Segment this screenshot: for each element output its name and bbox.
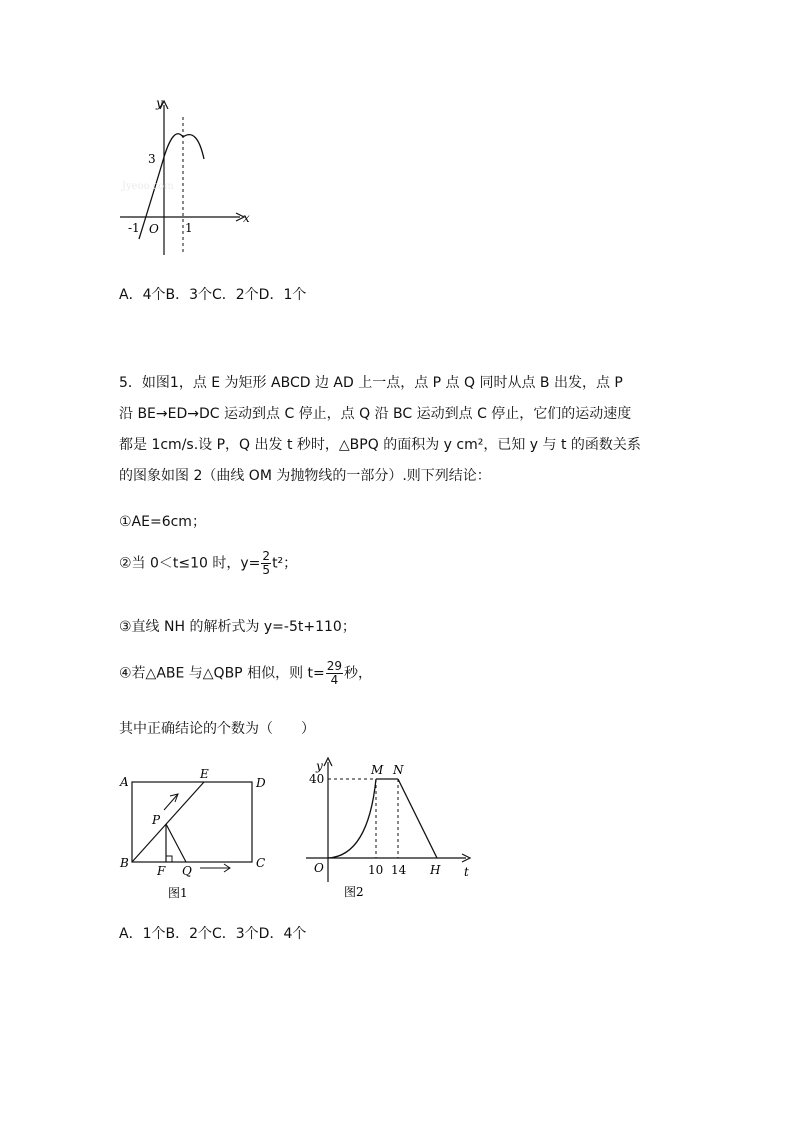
fraction-denominator: 5 <box>262 563 271 577</box>
figure-1-caption: 图1 <box>168 886 188 900</box>
q5-stem-line3: 都是 1cm/s.设 P，Q 出发 t 秒时，△BPQ 的面积为 y cm²，已知 y 与 t 的函数关系 <box>119 437 641 453</box>
label-d: D <box>256 776 266 790</box>
x-axis-label: x <box>243 211 250 225</box>
fraction-29-4 <box>326 660 343 687</box>
x-tick-1: 1 <box>185 221 193 235</box>
label-e: E <box>200 767 209 781</box>
rectangle-abcd <box>132 782 252 862</box>
y-axis-label: y <box>156 96 163 110</box>
x-tick-neg1: -1 <box>128 221 140 235</box>
label-p: P <box>152 813 161 827</box>
q5-stem-line1: 5．如图1，点 E 为矩形 ABCD 边 AD 上一点，点 P 点 Q 同时从点 B 出发，点 P <box>119 375 623 391</box>
statement-1: ①AE=6cm； <box>119 514 206 530</box>
figure-1 <box>112 762 277 902</box>
fraction-2-5 <box>261 550 271 577</box>
q5-stem-line4: 的图象如图 2（曲线 OM 为抛物线的一部分）.则下列结论： <box>119 468 491 484</box>
figure-2 <box>300 752 480 902</box>
fraction-numerator: 29 <box>326 659 343 673</box>
figure-2-caption: 图2 <box>344 885 364 899</box>
q5-options: A．1个B．2个C．3个D．4个 <box>119 926 307 942</box>
y-axis-label: y <box>316 759 323 773</box>
parabolic-segment-om <box>328 779 376 858</box>
t-axis-label: t <box>464 865 469 879</box>
segment-be <box>132 782 204 862</box>
origin-label: O <box>314 861 324 875</box>
segment-nh <box>398 779 437 858</box>
q5-ask: 其中正确结论的个数为（ ） <box>119 721 315 737</box>
fraction-denominator: 4 <box>330 673 339 687</box>
statement-4 <box>119 660 372 687</box>
label-c: C <box>256 856 266 870</box>
statement-4-post: 秒， <box>344 665 373 682</box>
parabola-graph <box>112 95 262 260</box>
statement-2 <box>119 550 297 577</box>
label-b: B <box>120 856 129 870</box>
label-m: M <box>371 763 384 777</box>
origin-label: O <box>149 222 159 236</box>
motion-arrow-p-shaft <box>164 794 178 810</box>
t-tick-14: 14 <box>391 863 407 877</box>
q4-options: A．4个B．3个C．2个D．1个 <box>119 287 307 303</box>
watermark: Jyeoo.com <box>122 181 174 192</box>
label-q: Q <box>182 864 192 878</box>
right-angle-mark <box>166 856 172 862</box>
q5-stem-line2: 沿 BE→ED→DC 运动到点 C 停止，点 Q 沿 BC 运动到点 C 停止，它们的运动速度 <box>119 406 632 422</box>
statement-4-pre: ④若△ABE 与△QBP 相似，则 t= <box>119 665 325 682</box>
y-tick-40: 40 <box>309 772 325 786</box>
statement-2-post: t²； <box>272 555 298 572</box>
label-f: F <box>157 864 166 878</box>
label-a: A <box>120 775 129 789</box>
t-tick-10: 10 <box>368 863 384 877</box>
label-h: H <box>430 863 441 877</box>
label-n: N <box>393 763 404 777</box>
y-tick-3: 3 <box>148 152 156 166</box>
statement-2-pre: ②当 0＜t≤10 时，y= <box>119 555 261 572</box>
fraction-numerator: 2 <box>262 549 271 563</box>
statement-3: ③直线 NH 的解析式为 y=-5t+110； <box>119 619 356 635</box>
